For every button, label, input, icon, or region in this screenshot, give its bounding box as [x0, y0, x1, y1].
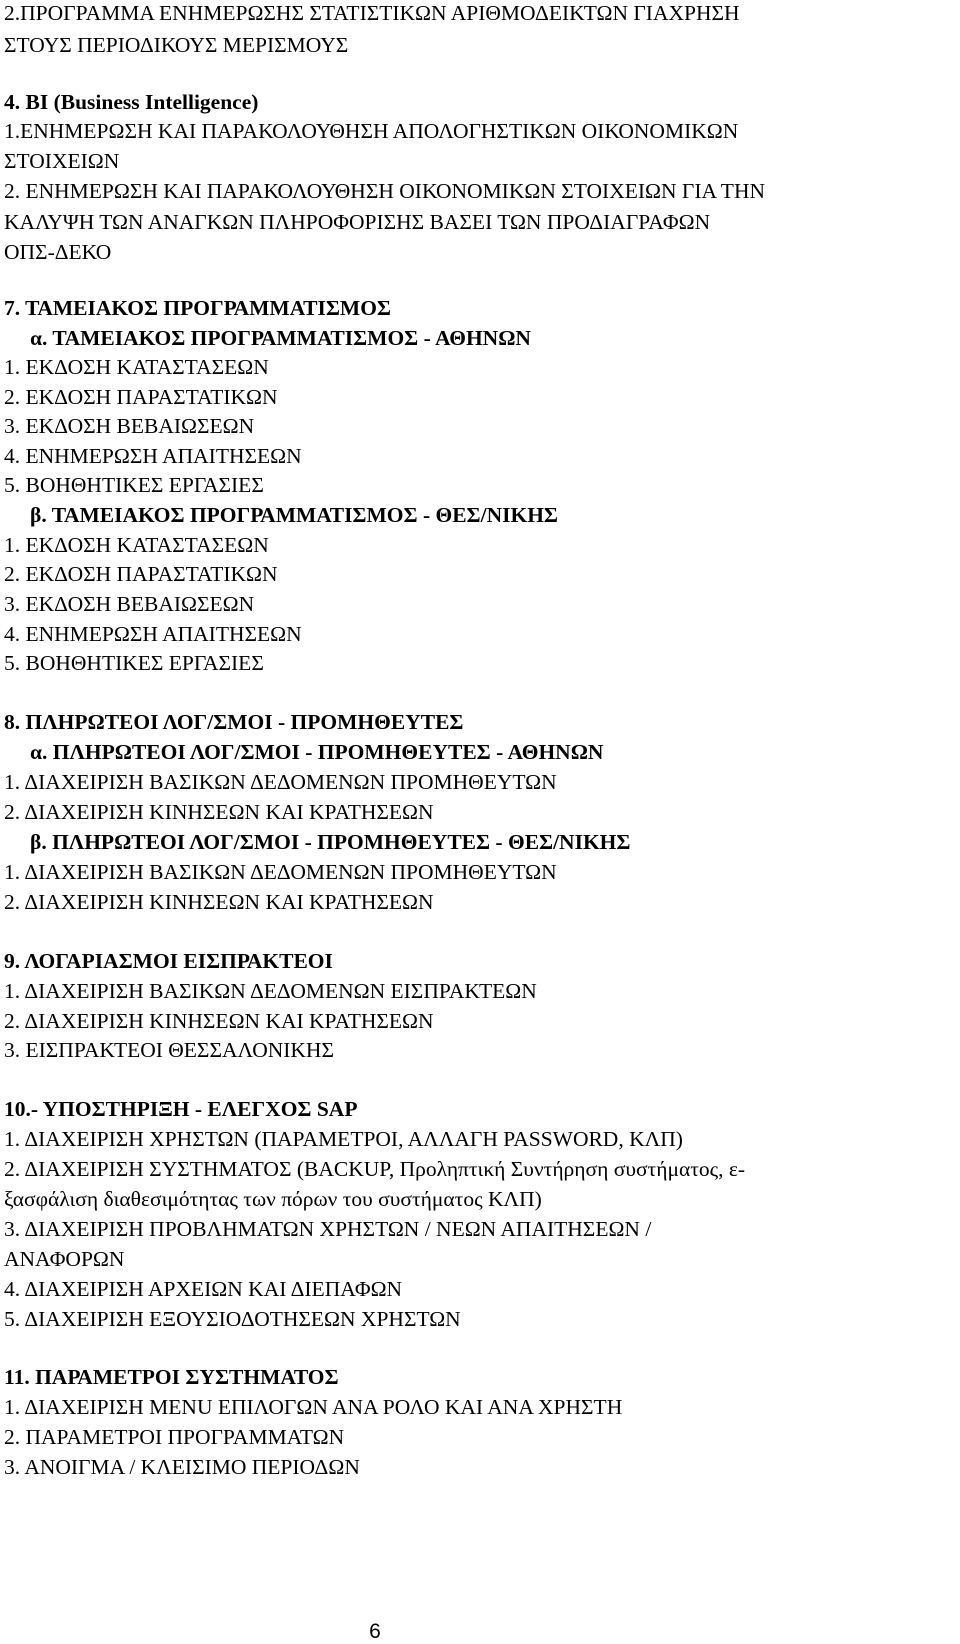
list-item: 2. ΕΚΔΟΣΗ ΠΑΡΑΣΤΑΤΙΚΩΝ [4, 562, 278, 586]
list-item: 3. ΑΝΟΙΓΜΑ / ΚΛΕΙΣΙΜΟ ΠΕΡΙΟΔΩΝ [4, 1455, 360, 1479]
section-heading: 11. ΠΑΡΑΜΕΤΡΟΙ ΣΥΣΤΗΜΑΤΟΣ [4, 1365, 339, 1389]
section-heading: 4. BI (Business Intelligence) [4, 90, 259, 114]
text-line: ΟΠΣ-ΔΕΚΟ [4, 240, 112, 264]
subsection-heading: β. ΠΛΗΡΩΤΕΟΙ ΛΟΓ/ΣΜΟΙ - ΠΡΟΜΗΘΕΥΤΕΣ - ΘΕΣ/ΝΙΚΗΣ [30, 830, 631, 854]
list-item: 1. ΔΙΑΧΕΙΡΙΣΗ ΒΑΣΙΚΩΝ ΔΕΔΟΜΕΝΩΝ ΠΡΟΜΗΘΕΥΤΩΝ [4, 860, 557, 884]
text-line: 1.ΕΝΗΜΕΡΩΣΗ ΚΑΙ ΠΑΡΑΚΟΛΟΥΘΗΣΗ ΑΠΟΛΟΓΗΣΤΙΚΩΝ ΟΙΚΟΝΟΜΙΚΩΝ [4, 119, 739, 143]
list-item: 3. ΕΚΔΟΣΗ ΒΕΒΑΙΩΣΕΩΝ [4, 592, 255, 616]
text-line: ξασφάλιση διαθεσιμότητας των πόρων του συστήματος ΚΛΠ) [4, 1187, 542, 1211]
subsection-heading: β. ΤΑΜΕΙΑΚΟΣ ΠΡΟΓΡΑΜΜΑΤΙΣΜΟΣ - ΘΕΣ/ΝΙΚΗΣ [30, 503, 558, 527]
list-item: 1. ΔΙΑΧΕΙΡΙΣΗ ΒΑΣΙΚΩΝ ΔΕΔΟΜΕΝΩΝ ΠΡΟΜΗΘΕΥΤΩΝ [4, 770, 557, 794]
list-item: 3. ΔΙΑΧΕΙΡΙΣΗ ΠΡΟΒΛΗΜΑΤΩΝ ΧΡΗΣΤΩΝ / ΝΕΩΝ ΑΠΑΙΤΗΣΕΩΝ / [4, 1217, 652, 1241]
list-item: 4. ΕΝΗΜΕΡΩΣΗ ΑΠΑΙΤΗΣΕΩΝ [4, 444, 302, 468]
list-item: 1. ΔΙΑΧΕΙΡΙΣΗ ΒΑΣΙΚΩΝ ΔΕΔΟΜΕΝΩΝ ΕΙΣΠΡΑΚΤΕΩΝ [4, 979, 537, 1003]
page-number: 6 [369, 1620, 381, 1643]
section-heading: 9. ΛΟΓΑΡΙΑΣΜΟΙ ΕΙΣΠΡΑΚΤΕΟΙ [4, 949, 333, 973]
section-heading: 10.- ΥΠΟΣΤΗΡΙΞΗ - ΕΛΕΓΧΟΣ SAP [4, 1097, 358, 1121]
list-item: 4. ΔΙΑΧΕΙΡΙΣΗ ΑΡΧΕΙΩΝ ΚΑΙ ΔΙΕΠΑΦΩΝ [4, 1277, 403, 1301]
text-line: ΣΤΟΥΣ ΠΕΡΙΟΔΙΚΟΥΣ ΜΕΡΙΣΜΟΥΣ [4, 33, 349, 57]
text-line: 2.ΠΡΟΓΡΑΜΜΑ ΕΝΗΜΕΡΩΣΗΣ ΣΤΑΤΙΣΤΙΚΩΝ ΑΡΙΘΜΟΔΕΙΚΤΩΝ ΓΙΑΧΡΗΣΗ [4, 1, 740, 25]
list-item: 2. ΔΙΑΧΕΙΡΙΣΗ ΚΙΝΗΣΕΩΝ ΚΑΙ ΚΡΑΤΗΣΕΩΝ [4, 800, 434, 824]
list-item: 2. ΕΚΔΟΣΗ ΠΑΡΑΣΤΑΤΙΚΩΝ [4, 385, 278, 409]
section-heading: 8. ΠΛΗΡΩΤΕΟΙ ΛΟΓ/ΣΜΟΙ - ΠΡΟΜΗΘΕΥΤΕΣ [4, 710, 464, 734]
list-item: 2. ΔΙΑΧΕΙΡΙΣΗ ΣΥΣΤΗΜΑΤΟΣ (BACKUP, Προληπτική Συντήρηση συστήματος, ε- [4, 1157, 746, 1181]
subsection-heading: α. ΤΑΜΕΙΑΚΟΣ ΠΡΟΓΡΑΜΜΑΤΙΣΜΟΣ - ΑΘΗΝΩΝ [30, 326, 531, 350]
list-item: 3. ΕΚΔΟΣΗ ΒΕΒΑΙΩΣΕΩΝ [4, 414, 255, 438]
list-item: 1. ΕΚΔΟΣΗ ΚΑΤΑΣΤΑΣΕΩΝ [4, 533, 269, 557]
list-item: 2. ΔΙΑΧΕΙΡΙΣΗ ΚΙΝΗΣΕΩΝ ΚΑΙ ΚΡΑΤΗΣΕΩΝ [4, 1009, 434, 1033]
list-item: 2. ΠΑΡΑΜΕΤΡΟΙ ΠΡΟΓΡΑΜΜΑΤΩΝ [4, 1425, 345, 1449]
list-item: 1. ΔΙΑΧΕΙΡΙΣΗ ΧΡΗΣΤΩΝ (ΠΑΡΑΜΕΤΡΟΙ, ΑΛΛΑΓΗ PASSWORD, ΚΛΠ) [4, 1127, 683, 1151]
list-item: 1. ΔΙΑΧΕΙΡΙΣΗ MENU ΕΠΙΛΟΓΩΝ ΑΝΑ ΡΟΛΟ ΚΑΙ ΑΝΑ ΧΡΗΣΤΗ [4, 1395, 623, 1419]
list-item: 1. ΕΚΔΟΣΗ ΚΑΤΑΣΤΑΣΕΩΝ [4, 355, 269, 379]
text-line: 2. ΕΝΗΜΕΡΩΣΗ ΚΑΙ ΠΑΡΑΚΟΛΟΥΘΗΣΗ ΟΙΚΟΝΟΜΙΚΩΝ ΣΤΟΙΧΕΙΩΝ ΓΙΑ ΤΗΝ [4, 179, 765, 203]
list-item: 5. ΒΟΗΘΗΤΙΚΕΣ ΕΡΓΑΣΙΕΣ [4, 651, 264, 675]
list-item: 3. ΕΙΣΠΡΑΚΤΕΟΙ ΘΕΣΣΑΛΟΝΙΚΗΣ [4, 1038, 334, 1062]
list-item: 4. ΕΝΗΜΕΡΩΣΗ ΑΠΑΙΤΗΣΕΩΝ [4, 622, 302, 646]
list-item: 5. ΒΟΗΘΗΤΙΚΕΣ ΕΡΓΑΣΙΕΣ [4, 473, 264, 497]
list-item: 5. ΔΙΑΧΕΙΡΙΣΗ ΕΞΟΥΣΙΟΔΟΤΗΣΕΩΝ ΧΡΗΣΤΩΝ [4, 1307, 461, 1331]
text-line: ΣΤΟΙΧΕΙΩΝ [4, 149, 120, 173]
section-heading: 7. ΤΑΜΕΙΑΚΟΣ ΠΡΟΓΡΑΜΜΑΤΙΣΜΟΣ [4, 296, 391, 320]
list-item: 2. ΔΙΑΧΕΙΡΙΣΗ ΚΙΝΗΣΕΩΝ ΚΑΙ ΚΡΑΤΗΣΕΩΝ [4, 890, 434, 914]
subsection-heading: α. ΠΛΗΡΩΤΕΟΙ ΛΟΓ/ΣΜΟΙ - ΠΡΟΜΗΘΕΥΤΕΣ - ΑΘΗΝΩΝ [30, 740, 604, 764]
text-line: ΚΑΛΥΨΗ ΤΩΝ ΑΝΑΓΚΩΝ ΠΛΗΡΟΦΟΡΙΣΗΣ ΒΑΣΕΙ ΤΩΝ ΠΡΟΔΙΑΓΡΑΦΩΝ [4, 210, 711, 234]
text-line: ΑΝΑΦΟΡΩΝ [4, 1247, 125, 1271]
